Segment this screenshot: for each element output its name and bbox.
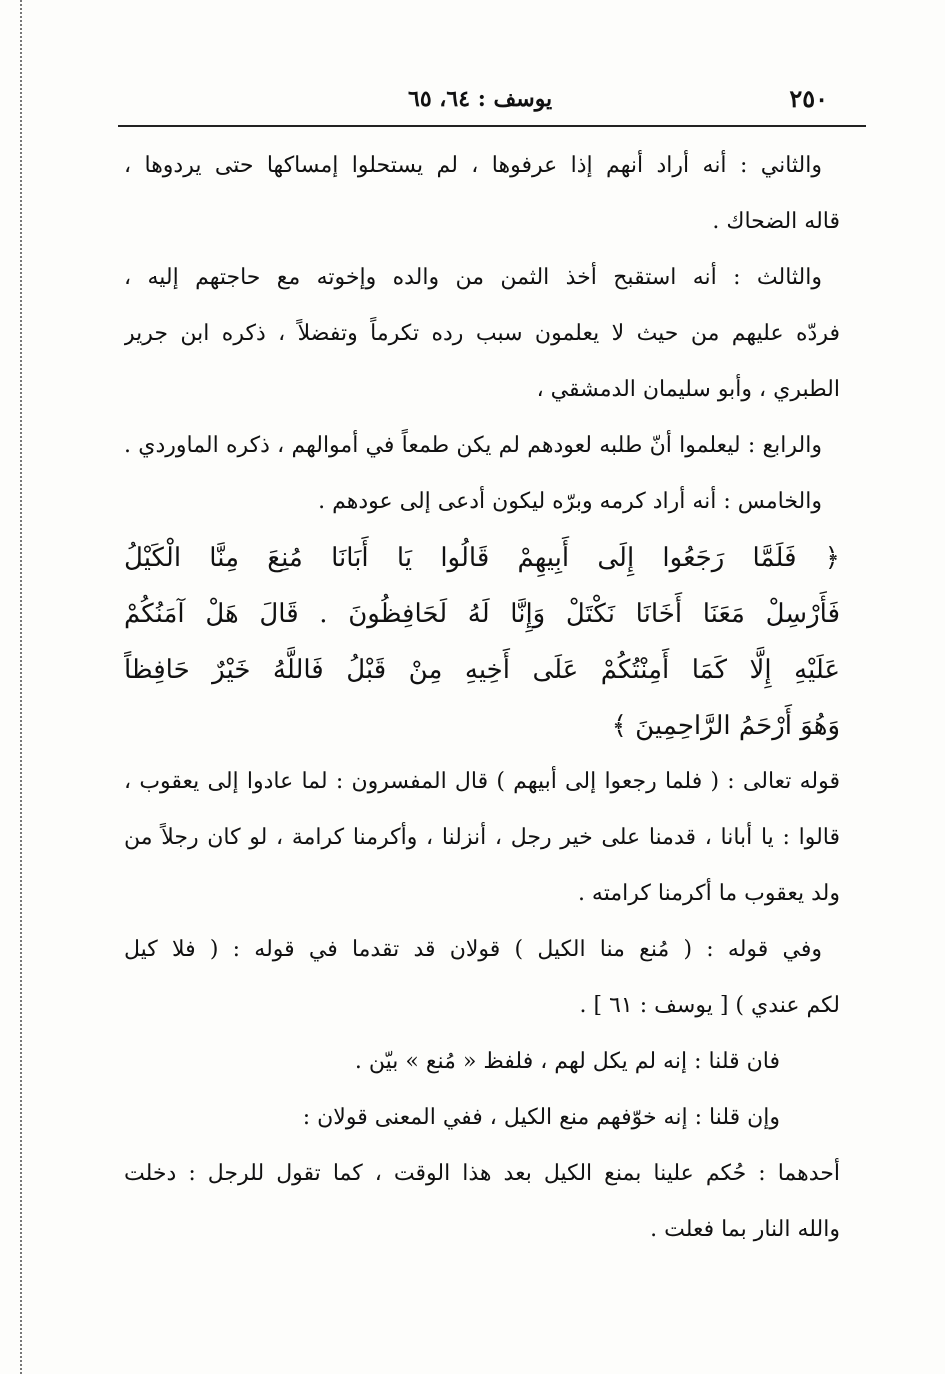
text-line: أحدهما : حُكم علينا بمنع الكيل بعد هذا الوقت ، كما تقول للرجل : دخلت (124, 1161, 840, 1186)
text-line: وفي قوله : ( مُنع منا الكيل ) قولان قد تقدما في قوله : ( فلا كيل (124, 937, 822, 962)
text-line: والرابع : ليعلموا أنّ طلبه لعودهم لم يكن طمعاً في أموالهم ، ذكره الماوردي . (124, 433, 822, 458)
book-page (118, 78, 866, 1348)
text-line: والثاني : أنه أراد أنهم إذا عرفوها ، لم يستحلوا إمساكها حتى يردوها ، (124, 153, 822, 178)
page-body (124, 138, 840, 1258)
running-head: يوسف : ٦٤، ٦٥ (408, 86, 553, 112)
text-line: والثالث : أنه استقبح أخذ الثمن من والده وإخوته مع حاجتهم إليه ، (124, 265, 822, 290)
page-number: ٢٥٠ (789, 84, 828, 113)
text-line: قاله الضحاك . (712, 209, 840, 234)
text-line: لكم عندي ) [ يوسف : ٦١ ] . (579, 993, 840, 1018)
text-line: وإن قلنا : إنه خوّفهم منع الكيل ، ففي المعنى قولان : (302, 1105, 780, 1130)
text-line: قالوا : يا أبانا ، قدمنا على خير رجل ، أنزلنا ، وأكرمنا كرامة ، لو كان رجلاً من (124, 825, 840, 850)
text-line: فان قلنا : إنه لم يكل لهم ، فلفظ « مُنع » بيّن . (354, 1049, 780, 1074)
text-line: والخامس : أنه أراد كرمه وبرّه ليكون أدعى إلى عودهم . (318, 489, 822, 514)
verse-line: ﴿ فَلَمَّا رَجَعُوا إِلَى أَبِيهِمْ قَالُوا يَا أَبَانَا مُنِعَ مِنَّا الْكَيْلُ (124, 543, 840, 573)
page-header (118, 78, 866, 122)
text-line: قوله تعالى : ( فلما رجعوا إلى أبيهم ) قال المفسرون : لما عادوا إلى يعقوب ، (124, 769, 840, 794)
verse-line: عَلَيْهِ إِلَّا كَمَا أَمِنْتُكُمْ عَلَى أَخِيهِ مِنْ قَبْلُ فَاللَّهُ خَيْرٌ حَافِظاً (124, 655, 840, 685)
quran-verse (124, 530, 840, 754)
scan-edge-dots (20, 0, 22, 1374)
text-line: ولد يعقوب ما أكرمنا كرامته . (577, 881, 840, 906)
verse-line: وَهُوَ أَرْحَمُ الرَّاحِمِينَ ﴾ (611, 711, 840, 741)
text-line: الطبري ، وأبو سليمان الدمشقي ، (536, 377, 840, 402)
text-line: فردّه عليهم من حيث لا يعلمون سبب رده تكرماً وتفضلاً ، ذكره ابن جرير (124, 321, 840, 346)
verse-line: فَأَرْسِلْ مَعَنَا أَخَانَا نَكْتَلْ وَإِنَّا لَهُ لَحَافِظُونَ . قَالَ هَلْ آمَنُكُمْ (124, 599, 840, 629)
header-rule (118, 125, 866, 127)
text-line: والله النار بما فعلت . (650, 1217, 840, 1242)
